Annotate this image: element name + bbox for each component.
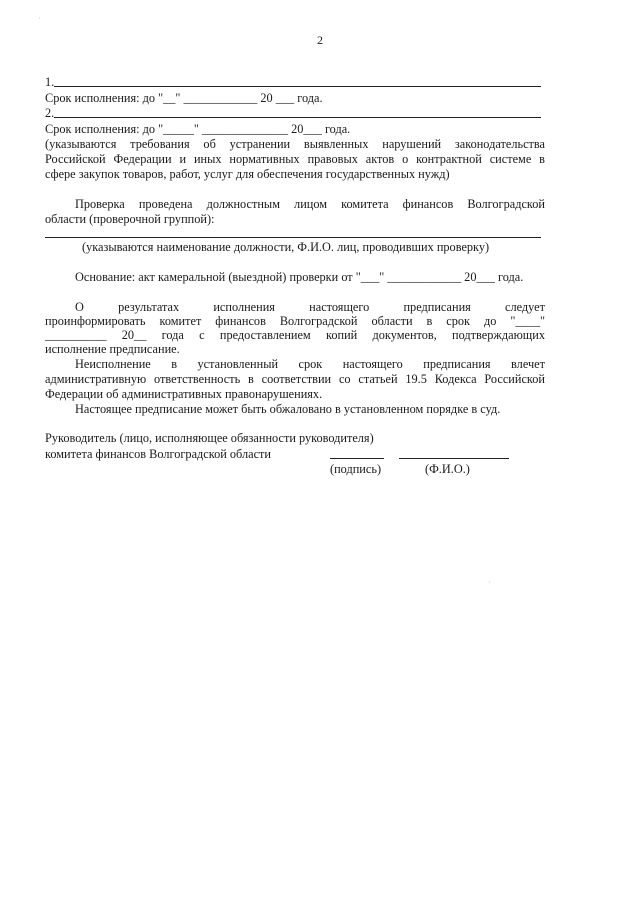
inspection-line-1: Проверка проведена должностным лицом комитета финансов Волгоградской — [75, 197, 545, 211]
report-line-1: О результатах исполнения настоящего предписания следует — [75, 300, 545, 314]
requirement-1-blank-line — [54, 86, 541, 87]
requirement-1-number: 1. — [45, 75, 55, 89]
name-blank-line — [399, 458, 509, 459]
basis-line: Основание: акт камеральной (выездной) проверки от "___" ____________ 20___ года. — [75, 270, 524, 284]
failure-line-3: Федерации об административных правонарушениях. — [45, 387, 323, 401]
inspectors-note: (указываются наименование должности, Ф.И.О. лиц, проводивших проверку) — [82, 240, 490, 254]
failure-line-1: Неисполнение в установленный срок настоящего предписания влечет — [75, 357, 545, 371]
appeal-line: Настоящее предписание может быть обжаловано в установленном порядке в суд. — [75, 402, 501, 416]
report-line-4: исполнение предписание. — [45, 342, 180, 356]
page-number: 2 — [317, 33, 323, 47]
inspectors-blank-line — [45, 237, 541, 238]
failure-line-2: административную ответственность в соответствии со статьей 19.5 Кодекса Российской — [45, 372, 545, 386]
requirements-note-line-1: (указываются требования об устранении выявленных нарушений законодательства — [45, 137, 545, 151]
requirement-2-deadline: Срок исполнения: до "_____" ______________ 20___ года. — [45, 122, 351, 136]
requirement-2-number: 2. — [45, 106, 55, 120]
signature-label: (подпись) — [330, 462, 382, 476]
scan-mark: · — [488, 578, 491, 587]
signature-role-line-2: комитета финансов Волгоградской области — [45, 447, 272, 461]
name-label: (Ф.И.О.) — [425, 462, 470, 476]
requirements-note-line-2: Российской Федерации и иных нормативных правовых актов о контрактной системе в — [45, 152, 545, 166]
signature-blank-line — [330, 458, 384, 459]
report-line-2: проинформировать комитет финансов Волгоградской области в срок до "____" — [45, 314, 545, 328]
report-line-3: __________ 20__ года с предоставлением копий документов, подтверждающих — [45, 328, 545, 342]
inspection-line-2: области (проверочной группой): — [45, 212, 215, 226]
requirements-note-line-3: сфере закупок товаров, работ, услуг для обеспечения государственных нужд) — [45, 167, 450, 181]
signature-role-line-1: Руководитель (лицо, исполняющее обязанности руководителя) — [45, 431, 374, 445]
scan-mark: · — [38, 14, 41, 23]
requirement-1-deadline: Срок исполнения: до "__" ____________ 20 ___ года. — [45, 91, 323, 105]
requirement-2-blank-line — [54, 117, 541, 118]
